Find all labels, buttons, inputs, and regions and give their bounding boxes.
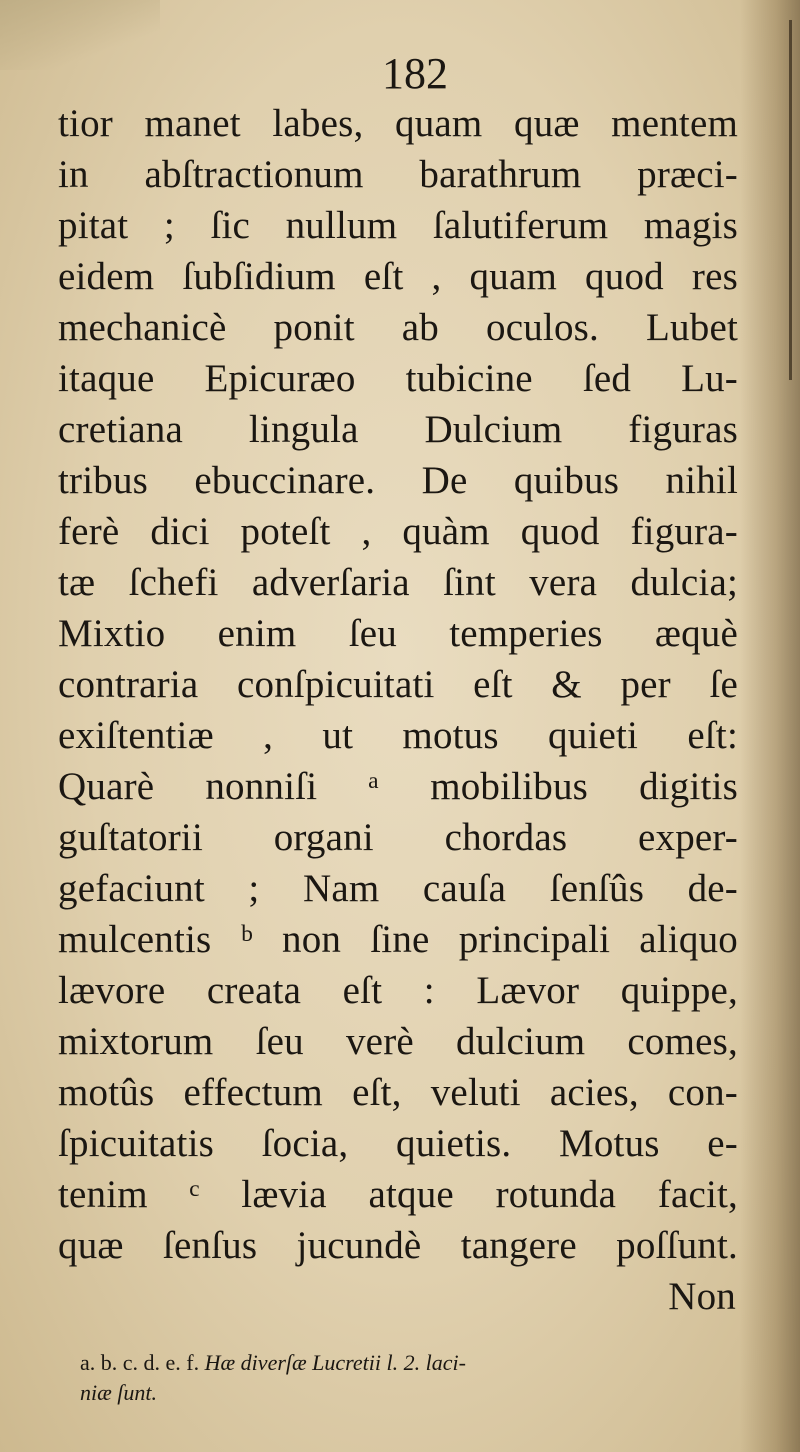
text-line: ferè dici poteſt , quàm quod figura- [58,510,738,553]
text-line: tribus ebuccinare. De quibus nihil [58,459,738,502]
text-line: Quarè nonniſi ᵃ mobilibus digitis [58,765,738,808]
text-line: tæ ſchefi adverſaria ſint vera dulcia; [58,561,738,604]
text-line: lævore creata eſt : Lævor quippe, [58,969,738,1012]
footnotes [80,1348,740,1408]
text-line: mixtorum ſeu verè dulcium comes, [58,1020,738,1063]
text-line: tenim ᶜ lævia atque rotunda facit, [58,1173,738,1216]
text-line: eidem ſubſidium eſt , quam quod res [58,255,738,298]
footnote-text-continued: niæ ſunt. [80,1380,158,1405]
text-line: mechanicè ponit ab oculos. Lubet [58,306,738,349]
text-line: tior manet labes, quam quæ mentem [58,102,738,145]
text-line: Mixtio enim ſeu temperies æquè [58,612,738,655]
text-line: itaque Epicuræo tubicine ſed Lu- [58,357,738,400]
text-line: ſpicuitatis ſocia, quietis. Motus e- [58,1122,738,1165]
text-line: mulcentis ᵇ non ſine principali aliquo [58,918,738,961]
text-line: quæ ſenſus jucundè tangere poſſunt. [58,1224,738,1267]
body-text [58,98,738,1322]
text-line: gefaciunt ; Nam cauſa ſenſûs de- [58,867,738,910]
catchword: Non [668,1275,736,1318]
footnote-markers: a. b. c. d. e. f. [80,1350,200,1375]
text-line: cretiana lingula Dulcium figuras [58,408,738,451]
footnote-text: Hæ diverſæ Lucretii l. 2. laci- [204,1350,466,1375]
text-line: motûs effectum eſt, veluti acies, con- [58,1071,738,1114]
text-line: exiſtentiæ , ut motus quieti eſt: [58,714,738,757]
footnote-line [80,1348,740,1378]
text-line: contraria conſpicuitati eſt & per ſe [58,663,738,706]
text-line: pitat ; ſic nullum ſalutiferum magis [58,204,738,247]
text-line: guſtatorii organi chordas exper- [58,816,738,859]
page-number: 182 [382,49,448,98]
text-line: in abſtractionum barathrum præci- [58,153,738,196]
